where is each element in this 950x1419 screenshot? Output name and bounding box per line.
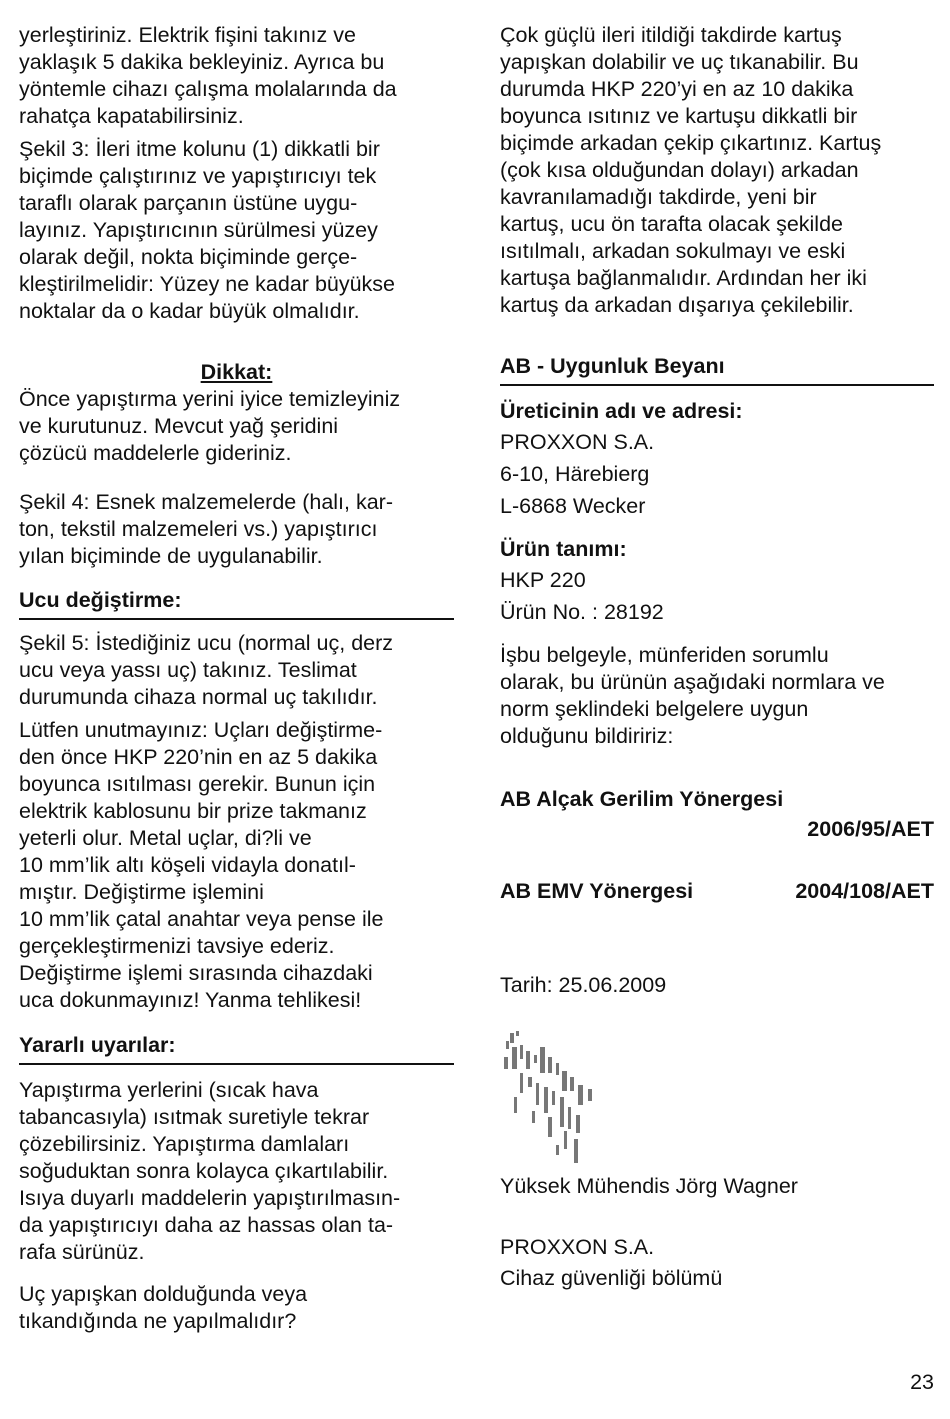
heading-ce-declaration: AB - Uygunluk Beyanı bbox=[500, 353, 934, 386]
paragraph-figure-4: Şekil 4: Esnek malzemelerde (halı, kar- ton, tekstil malzemeleri vs.) yapıştırıcı yılan biçiminde de uygulanabilir. bbox=[19, 490, 394, 568]
paragraph-declaration: İşbu belgeyle, münferiden sorumlu olarak, bu ürünün aşağıdaki normlara ve norm şeklindeki belgelere uygun olduğunu bildiririz: bbox=[500, 643, 885, 748]
paragraph-figure-3: Şekil 3: İleri itme kolunu (1) dikkatli bir biçimde çalıştırınız ve yapıştırıcıyı tek taraflı olarak parçanın üstüne uygu- layınız. Yapıştırıcının sürülmesi yüzey olarak değil, nokta biçiminde gerçe- kleştirilmelidir: Yüzey ne kadar büyükse noktalar da o kadar büyük olmalıdır. bbox=[19, 137, 396, 323]
emv-directive-row bbox=[500, 876, 934, 906]
signer-name: Yüksek Mühendis Jörg Wagner bbox=[500, 1174, 798, 1198]
right-column bbox=[500, 22, 934, 1292]
date-line: Tarih: 25.06.2009 bbox=[500, 973, 667, 997]
signature-image bbox=[500, 1027, 610, 1167]
manufacturer-city: L-6868 Wecker bbox=[500, 494, 646, 518]
paragraph-clogged-answer: Çok güçlü ileri itildiği takdirde kartuş yapışkan dolabilir ve uç tıkanabilir. Bu durumda HKP 220’yi en az 10 dakika boyunca ısıtınız ve kartuşu dikkatli bir biçimde arkadan çekip çıkartınız. Kartuş (çok kısa olduğundan dolayı) arkadan kavranılamadığı takdirde, yeni bir kartuş, ucu ön tarafta olacak şekilde ısıtılmalı, arkadan sokulmayı ve eski kartuşa bağlanmalıdır. Ardından her iki kartuş da arkadan dışarıya çekilebilir. bbox=[500, 23, 882, 317]
emv-directive-code: 2004/108/AET bbox=[795, 879, 934, 903]
manufacturer-name: PROXXON S.A. bbox=[500, 430, 655, 454]
product-number: Ürün No. : 28192 bbox=[500, 600, 664, 624]
paragraph-plug-in: yerleştiriniz. Elektrik fişini takınız ve yaklaşık 5 dakika bekleyiniz. Ayrıca bu yöntemle cihazı çalışma molalarında da rahatça kapatabilirsiniz. bbox=[19, 23, 397, 128]
paragraph-note-change-tip: Lütfen unutmayınız: Uçları değiştirme- den önce HKP 220’nin en az 5 dakika boyunca ısıtılması gerekir. Bunun için elektrik kablosunu bir prize takmanız yeterli olur. Metal uçlar, di?li ve 10 mm’lik altı köşeli vidayla donatıl- mıştır. Değiştirme işlemini 10 mm’lik çatal anahtar veya pense ile gerçekleştirmenizi tavsiye ederiz. Değiştirme işlemi sırasında cihazdaki uca dokunmayınız! Yanma tehlikesi! bbox=[19, 718, 384, 1012]
paragraph-clean-surface: Önce yapıştırma yerini iyice temizleyiniz ve kurutunuz. Mevcut yağ şeridini çözücü maddelerle gideriniz. bbox=[19, 387, 401, 465]
paragraph-reheat: Yapıştırma yerlerini (sıcak hava tabancasıyla) ısıtmak suretiyle tekrar çözebilirsiniz. Yapıştırma damlaları soğuduktan sonra kolayca çıkartılabilir. Isıya duyarlı maddelerin yapıştırılmasın- da yapıştırıcıyı daha az hassas olan ta- rafa sürünüz. bbox=[19, 1078, 401, 1264]
department-name: Cihaz güvenliği bölümü bbox=[500, 1266, 723, 1290]
product-label: Ürün tanımı: bbox=[500, 537, 627, 561]
paragraph-clogged-question: Uç yapışkan dolduğunda veya tıkandığında ne yapılmalıdır? bbox=[19, 1282, 308, 1333]
lv-directive-label: AB Alçak Gerilim Yönergesi bbox=[500, 787, 784, 811]
left-column bbox=[19, 22, 454, 1335]
manufacturer-label: Üreticinin adı ve adresi: bbox=[500, 399, 743, 423]
heading-useful-tips: Yararlı uyarılar: bbox=[19, 1032, 454, 1065]
heading-change-tip: Ucu değiştirme: bbox=[19, 587, 454, 620]
lv-directive-code: 2006/95/AET bbox=[807, 817, 934, 841]
manufacturer-street: 6-10, Härebierg bbox=[500, 462, 650, 486]
company-name: PROXXON S.A. bbox=[500, 1235, 655, 1259]
heading-attention: Dikkat: bbox=[200, 360, 273, 384]
product-model: HKP 220 bbox=[500, 568, 586, 592]
page-number: 23 bbox=[910, 1370, 934, 1394]
paragraph-figure-5: Şekil 5: İstediğiniz ucu (normal uç, derz ucu veya yassı uç) takınız. Teslimat durumunda cihaza normal uç takılıdır. bbox=[19, 631, 394, 709]
emv-directive-label: AB EMV Yönergesi bbox=[500, 879, 694, 903]
